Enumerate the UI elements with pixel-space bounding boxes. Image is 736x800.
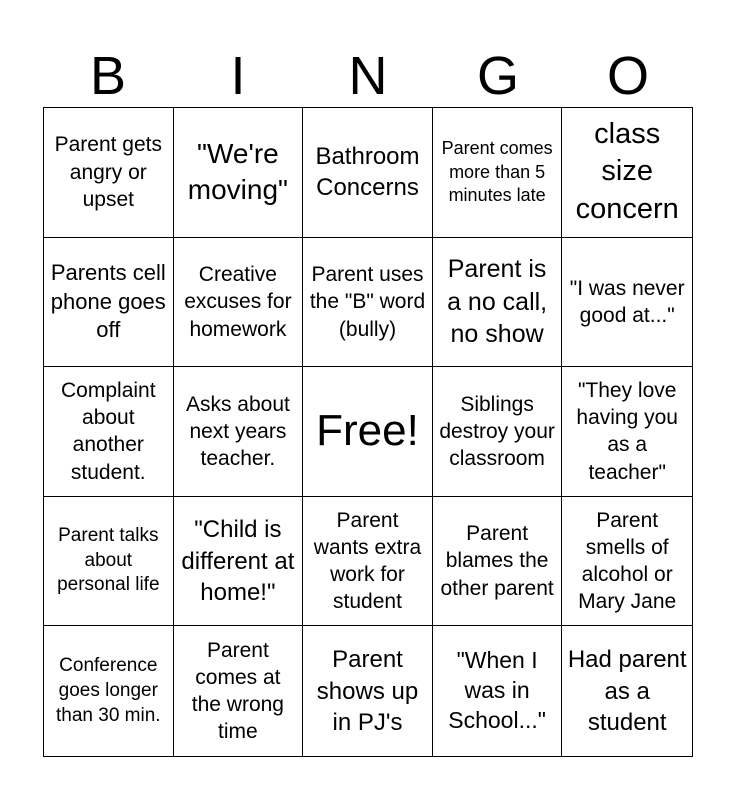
bingo-cell[interactable]	[562, 238, 692, 368]
bingo-cell-text: Had parent as a student	[567, 646, 687, 736]
bingo-cell[interactable]	[44, 497, 174, 627]
bingo-cell[interactable]	[562, 367, 692, 497]
bingo-cell-text: "I was never good at..."	[569, 276, 685, 327]
bingo-cell-text: Free!	[316, 406, 419, 456]
bingo-grid	[43, 107, 693, 757]
bingo-cell[interactable]	[44, 367, 174, 497]
bingo-cell-text: "We're moving"	[187, 137, 288, 206]
header-letter-g: G	[476, 46, 519, 106]
bingo-cell-text: "They love having you as a teacher"	[576, 378, 678, 484]
header-letter-b: B	[89, 46, 127, 106]
header-letter-o: O	[606, 46, 649, 106]
bingo-cell-text: "When I was in School..."	[448, 647, 546, 734]
bingo-cell[interactable]	[174, 238, 304, 368]
bingo-cell-text: Parent is a no call, no show	[447, 255, 548, 349]
bingo-cell-text: Conference goes longer than 30 min.	[56, 655, 161, 726]
bingo-cell-text: Parents cell phone goes off	[50, 260, 166, 343]
bingo-cell-text: Parent wants extra work for student	[313, 508, 422, 614]
header-letter-n: N	[348, 46, 388, 106]
bingo-cell-text: Parent gets angry or upset	[54, 133, 162, 211]
bingo-cell[interactable]	[562, 108, 692, 238]
bingo-cell-text: Asks about next years teacher.	[185, 392, 290, 471]
bingo-cell[interactable]	[303, 238, 433, 368]
bingo-cell-text: Complaint about another student.	[61, 378, 156, 484]
bingo-cell[interactable]	[44, 108, 174, 238]
bingo-cell-text: Parent comes more than 5 minutes late	[441, 138, 553, 205]
bingo-cell[interactable]	[174, 626, 304, 756]
header-letter-i: I	[230, 46, 246, 106]
bingo-cell-text: Parent blames the other parent	[440, 522, 554, 600]
bingo-cell[interactable]	[433, 238, 563, 368]
bingo-cell-text: Parent comes at the wrong time	[191, 638, 284, 744]
bingo-cell[interactable]	[562, 626, 692, 756]
bingo-cell-text: "Child is different at home!"	[181, 516, 295, 606]
bingo-cell[interactable]	[174, 108, 304, 238]
bingo-cell-text: Siblings destroy your classroom	[439, 392, 555, 471]
bingo-cell[interactable]	[303, 626, 433, 756]
bingo-cell[interactable]	[44, 238, 174, 368]
bingo-cell-text: Parent smells of alcohol or Mary Jane	[578, 508, 677, 614]
bingo-cell-text: Bathroom Concerns	[315, 143, 420, 202]
bingo-header	[43, 44, 693, 108]
bingo-cell[interactable]	[433, 497, 563, 627]
bingo-cell-text: Parent shows up in PJ's	[316, 646, 419, 736]
bingo-cell[interactable]	[44, 626, 174, 756]
bingo-cell[interactable]	[433, 108, 563, 238]
bingo-cell[interactable]	[433, 367, 563, 497]
bingo-cell-text: class size concern	[575, 117, 679, 226]
bingo-cell[interactable]	[562, 497, 692, 627]
bingo-cell[interactable]	[303, 108, 433, 238]
bingo-cell[interactable]	[433, 626, 563, 756]
bingo-cell[interactable]	[174, 367, 304, 497]
bingo-cell[interactable]	[174, 497, 304, 627]
bingo-cell-text: Parent talks about personal life	[57, 525, 160, 596]
free-space-cell[interactable]	[303, 367, 433, 497]
bingo-cell-text: Parent uses the "B" word (bully)	[309, 262, 426, 341]
bingo-cell-text: Creative excuses for homework	[184, 262, 292, 341]
bingo-cell[interactable]	[303, 497, 433, 627]
